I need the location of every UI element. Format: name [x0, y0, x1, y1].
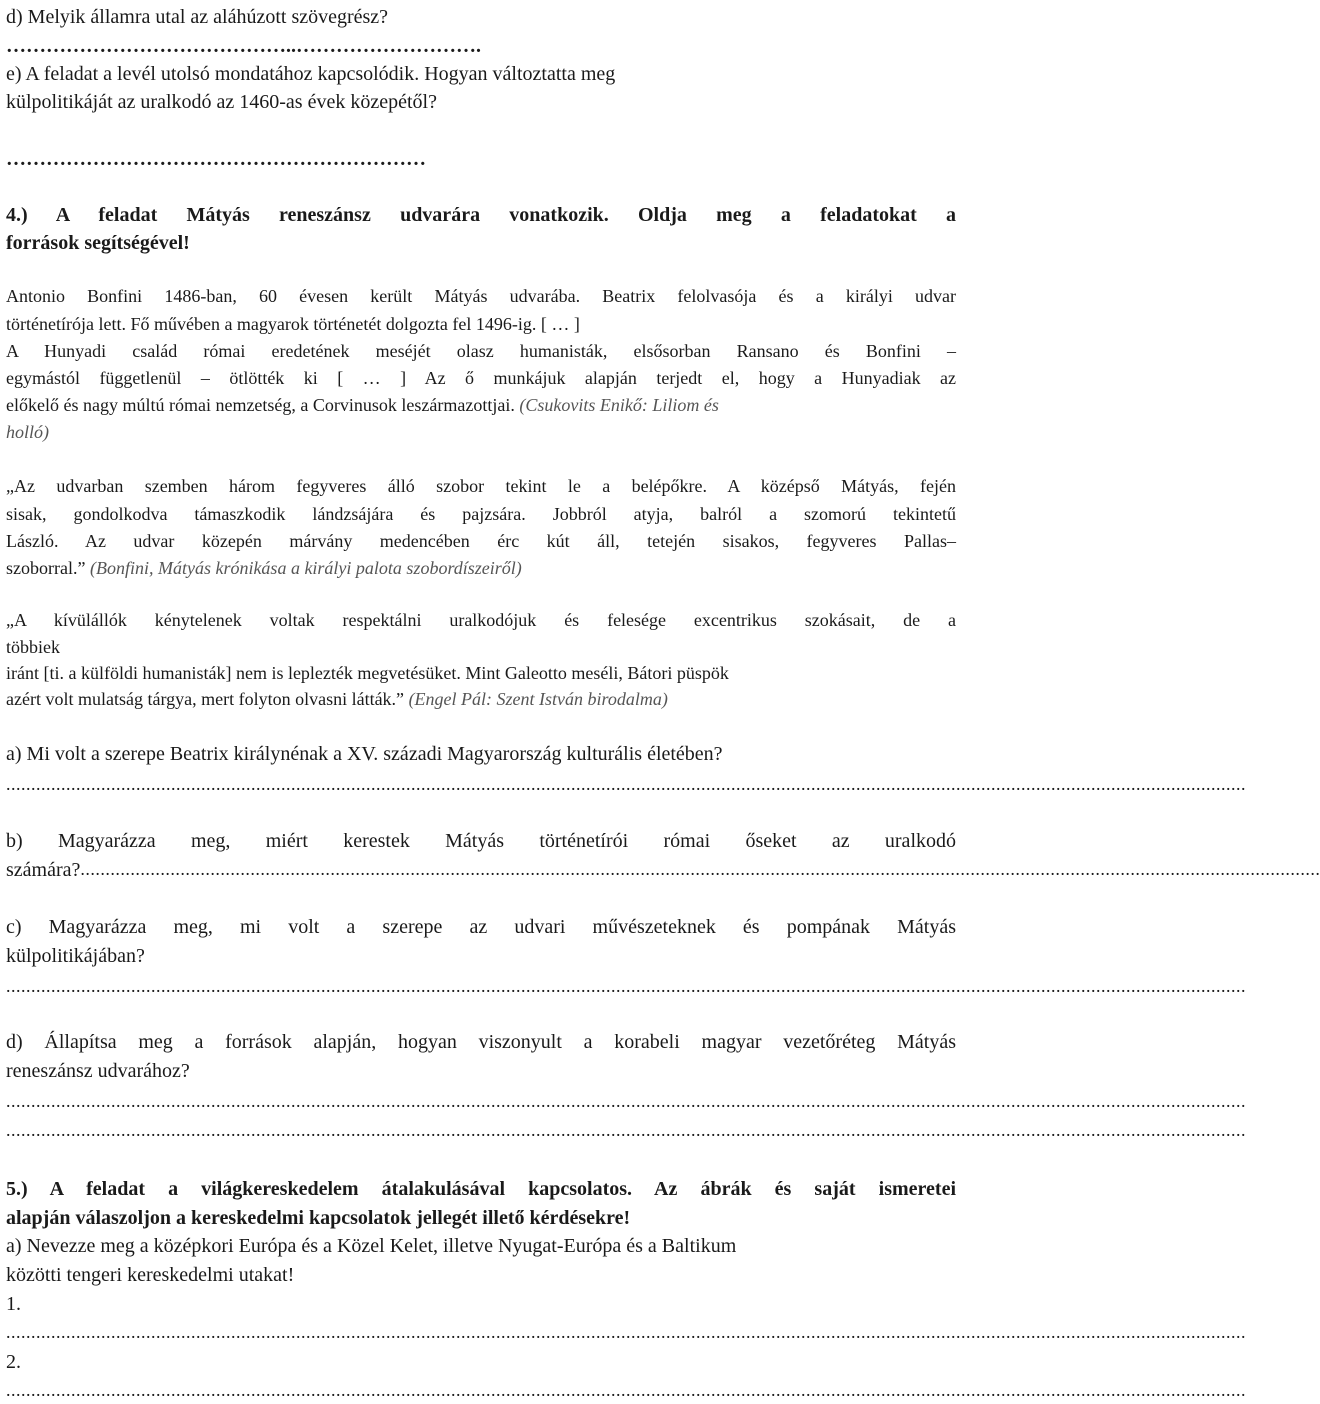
answer-line-c: ........................................................................................................................................................................................................................................................ [6, 976, 1246, 996]
source1-text: A Hunyadi család római eredetének meséjét olasz humanisták, elsősorban Ransano és Bonfini – [6, 341, 956, 361]
task4-question-a: a) Mi volt a szerepe Beatrix királynénak a XV. századi Magyarország kulturális életében? [6, 743, 723, 765]
answer-line-item2: ........................................................................................................................................................................................................................................................ [6, 1380, 1246, 1400]
task4-question-b-line1 [6, 830, 956, 853]
source1-text: előkelő és nagy múltú római nemzetség, a Corvinusok leszármazottjai. [6, 395, 515, 415]
source1-line2: történetírója lett. Fő művében a magyarok történetét dolgozta fel 1496-ig. [ … ] [6, 314, 580, 334]
question-c-text: c) Magyarázza meg, mi volt a szerepe az udvari művészeteknek és pompának Mátyás [6, 916, 956, 938]
source2-text: „Az udvarban szemben három fegyveres álló szobor tekint le a belépőkre. A középső Mátyás, fején [6, 476, 956, 496]
source2-line1 [6, 476, 956, 497]
task5-item-2: 2. [6, 1351, 21, 1373]
task4-heading-line2: források segítségével! [6, 232, 190, 254]
task5-question-a-line1: a) Nevezze meg a középkori Európa és a Közel Kelet, illetve Nyugat-Európa és a Baltikum [6, 1235, 737, 1257]
source1-text: Antonio Bonfini 1486-ban, 60 évesen került Mátyás udvarába. Beatrix felolvasója és a királyi udvar [6, 286, 956, 306]
source3-citation: (Engel Pál: Szent István birodalma) [404, 689, 668, 709]
task4-heading-line1 [6, 204, 956, 227]
source3-text: azért volt mulatság tárgya, mert folyton olvasni látták.” [6, 689, 405, 709]
answer-line-e: ……………………………………………………… [6, 148, 426, 170]
task4-question-d-line1 [6, 1031, 956, 1054]
source2-text: szoborral.” [6, 558, 86, 578]
answer-line-a: ........................................................................................................................................................................................................................................................ [6, 774, 1246, 794]
task5-item-1: 1. [6, 1293, 21, 1315]
source2-citation: (Bonfini, Mátyás krónikása a királyi palota szobordíszeiről) [85, 558, 522, 578]
source1-citation: (Csukovits Enikő: Liliom és [514, 395, 719, 415]
source1-text: egymástól függetlenül – ötlötték ki [ … ] Az ő munkájuk alapján terjedt el, hogy a Hunyadiak az [6, 368, 956, 388]
source1-citation-cont: holló) [6, 422, 49, 442]
task5-heading-text: 5.) A feladat a világkereskedelem átalakulásával kapcsolatos. Az ábrák és saját ismeretei [6, 1178, 956, 1200]
task5-question-a-line2: közötti tengeri kereskedelmi utakat! [6, 1264, 295, 1286]
question-b-text: b) Magyarázza meg, miért kerestek Mátyás történetírói római őseket az uralkodó [6, 830, 956, 852]
task4-question-b-line2 [6, 859, 1320, 882]
answer-line-d: ……………………………………..………………………. [6, 35, 481, 57]
answer-line-item1: ........................................................................................................................................................................................................................................................ [6, 1322, 1246, 1342]
question-d: d) Melyik államra utal az aláhúzott szövegrész? [6, 6, 389, 28]
task5-heading-line2: alapján válaszoljon a kereskedelmi kapcsolatok jellegét illető kérdésekre! [6, 1207, 631, 1229]
task4-question-c-line2: külpolitikájában? [6, 945, 145, 967]
question-e-line1: e) A feladat a levél utolsó mondatához kapcsolódik. Hogyan változtatta meg [6, 63, 616, 85]
task5-heading-line1 [6, 1178, 956, 1201]
source2-text: sisak, gondolkodva támaszkodik lándzsájára és pajzsára. Jobbról atyja, balról a szomorú tekintetű [6, 504, 956, 524]
source1-line1 [6, 286, 956, 307]
source2-line4 [6, 558, 522, 579]
source3-text: „A kívülállók kénytelenek voltak respektálni uralkodójuk és felesége excentrikus szokásait, de a [6, 610, 956, 630]
source2-line2 [6, 504, 956, 525]
source2-text: László. Az udvar közepén márvány medencében érc kút áll, tetején sisakos, fegyveres Pallas– [6, 531, 956, 551]
answer-line-d2: ........................................................................................................................................................................................................................................................ [6, 1120, 1246, 1140]
question-e-line2: külpolitikáját az uralkodó az 1460-as évek közepétől? [6, 91, 437, 113]
question-b-text: számára? [6, 859, 81, 881]
task4-question-c-line1 [6, 916, 956, 939]
answer-line-b: ........................................................................................................................................................................................................................................................ [80, 859, 1320, 879]
question-d-text: d) Állapítsa meg a források alapján, hogyan viszonyult a korabeli magyar vezetőréteg Mátyás [6, 1031, 956, 1053]
task4-question-d-line2: reneszánsz udvarához? [6, 1060, 190, 1082]
source3-line3: iránt [ti. a külföldi humanisták] nem is leplezték megvetésüket. Mint Galeotto meséli, Bátori püspök [6, 663, 729, 683]
source2-line3 [6, 531, 956, 552]
source3-line2: többiek [6, 637, 60, 657]
source3-line4 [6, 689, 668, 710]
answer-line-d1: ........................................................................................................................................................................................................................................................ [6, 1091, 1246, 1111]
task4-heading-text: 4.) A feladat Mátyás reneszánsz udvarára vonatkozik. Oldja meg a feladatokat a [6, 204, 956, 226]
source3-line1 [6, 610, 956, 631]
source1-line4 [6, 368, 956, 389]
source1-line5 [6, 395, 719, 416]
source1-line3 [6, 341, 956, 362]
